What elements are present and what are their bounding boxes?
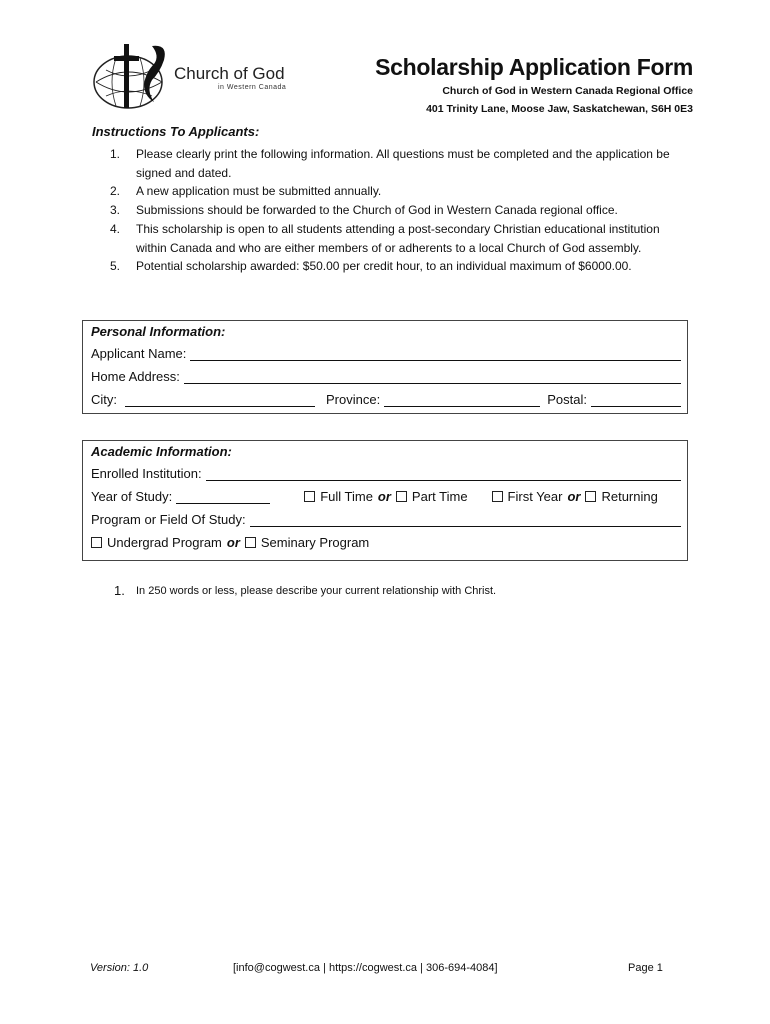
postal-field[interactable] bbox=[591, 392, 681, 407]
or-label: or bbox=[567, 489, 581, 504]
first-year-label: First Year bbox=[507, 489, 563, 504]
instructions-list bbox=[110, 145, 690, 276]
instruction-item bbox=[110, 257, 690, 276]
personal-heading: Personal Information: bbox=[91, 324, 226, 339]
personal-information-section bbox=[82, 320, 688, 414]
instruction-number: 3. bbox=[110, 203, 121, 218]
undergrad-option[interactable] bbox=[91, 535, 222, 550]
home-address-label: Home Address: bbox=[91, 369, 180, 384]
checkbox-icon[interactable] bbox=[585, 491, 596, 502]
form-title: Scholarship Application Form bbox=[375, 54, 693, 80]
full-time-label: Full Time bbox=[320, 489, 373, 504]
program-row bbox=[91, 512, 681, 527]
seminary-label: Seminary Program bbox=[260, 535, 370, 550]
logo-name: Church of God bbox=[174, 64, 285, 83]
or-label: or bbox=[226, 535, 240, 550]
instruction-text: A new application must be submitted annually. bbox=[136, 184, 382, 199]
year-of-study-field[interactable] bbox=[176, 489, 270, 504]
checkbox-icon[interactable] bbox=[304, 491, 315, 502]
question-number: 1. bbox=[114, 583, 125, 598]
part-time-option[interactable] bbox=[396, 489, 468, 504]
footer-version: Version: 1.0 bbox=[90, 962, 149, 974]
part-time-label: Part Time bbox=[411, 489, 468, 504]
instruction-number: 1. bbox=[110, 147, 121, 161]
footer-contact: [info@cogwest.ca | https://cogwest.ca | 306-694-4084] bbox=[233, 962, 498, 974]
instruction-number: 5. bbox=[110, 259, 121, 274]
office-name: Church of God in Western Canada Regional Office bbox=[442, 85, 693, 97]
instruction-item bbox=[110, 220, 690, 257]
home-address-field[interactable] bbox=[184, 369, 681, 384]
applicant-name-label: Applicant Name: bbox=[91, 346, 187, 361]
instruction-number: 2. bbox=[110, 184, 121, 199]
full-time-option[interactable] bbox=[304, 489, 373, 504]
program-label: Program or Field Of Study: bbox=[91, 512, 246, 527]
instruction-text: Please clearly print the following information. All questions must be completed and the application be signed and dated. bbox=[136, 147, 670, 180]
institution-label: Enrolled Institution: bbox=[91, 466, 202, 481]
or-label: or bbox=[377, 489, 391, 504]
instruction-item bbox=[110, 182, 690, 201]
checkbox-icon[interactable] bbox=[91, 537, 102, 548]
province-label: Province: bbox=[326, 392, 381, 407]
instructions-heading: Instructions To Applicants: bbox=[92, 124, 260, 139]
logo-subname: in Western Canada bbox=[218, 84, 287, 91]
program-field[interactable] bbox=[250, 512, 681, 527]
question-text: In 250 words or less, please describe your current relationship with Christ. bbox=[136, 585, 497, 597]
footer-page-number: Page 1 bbox=[628, 962, 663, 974]
first-year-option[interactable] bbox=[492, 489, 563, 504]
applicant-name-row bbox=[91, 346, 681, 361]
office-address: 401 Trinity Lane, Moose Jaw, Saskatchewan, S6H 0E3 bbox=[426, 103, 693, 115]
returning-option[interactable] bbox=[585, 489, 657, 504]
institution-field[interactable] bbox=[206, 466, 681, 481]
city-field[interactable] bbox=[125, 392, 315, 407]
instruction-number: 4. bbox=[110, 221, 121, 236]
year-of-study-label: Year of Study: bbox=[91, 489, 173, 504]
checkbox-icon[interactable] bbox=[492, 491, 503, 502]
applicant-name-field[interactable] bbox=[190, 346, 681, 361]
academic-information-section bbox=[82, 440, 688, 561]
year-of-study-row bbox=[91, 489, 681, 504]
program-type-row bbox=[91, 535, 681, 550]
checkbox-icon[interactable] bbox=[245, 537, 256, 548]
instruction-item bbox=[110, 145, 690, 182]
returning-label: Returning bbox=[601, 489, 658, 504]
city-row bbox=[91, 392, 681, 407]
institution-row bbox=[91, 466, 681, 481]
undergrad-label: Undergrad Program bbox=[107, 535, 222, 550]
academic-heading: Academic Information: bbox=[91, 444, 232, 459]
postal-label: Postal: bbox=[547, 392, 587, 407]
globe-cross-icon bbox=[86, 42, 176, 112]
instruction-text: Submissions should be forwarded to the Church of God in Western Canada regional office. bbox=[136, 203, 618, 218]
instruction-item bbox=[110, 201, 690, 220]
instruction-text: This scholarship is open to all students attending a post-secondary Christian educational institution within Canada and who are either members of or adherents to a local Church of God assembly. bbox=[136, 221, 660, 255]
instruction-text: Potential scholarship awarded: $50.00 per credit hour, to an individual maximum of $6000.00. bbox=[136, 259, 632, 274]
home-address-row bbox=[91, 369, 681, 384]
province-field[interactable] bbox=[384, 392, 540, 407]
city-label: City: bbox=[91, 392, 117, 407]
seminary-option[interactable] bbox=[245, 535, 369, 550]
checkbox-icon[interactable] bbox=[396, 491, 407, 502]
